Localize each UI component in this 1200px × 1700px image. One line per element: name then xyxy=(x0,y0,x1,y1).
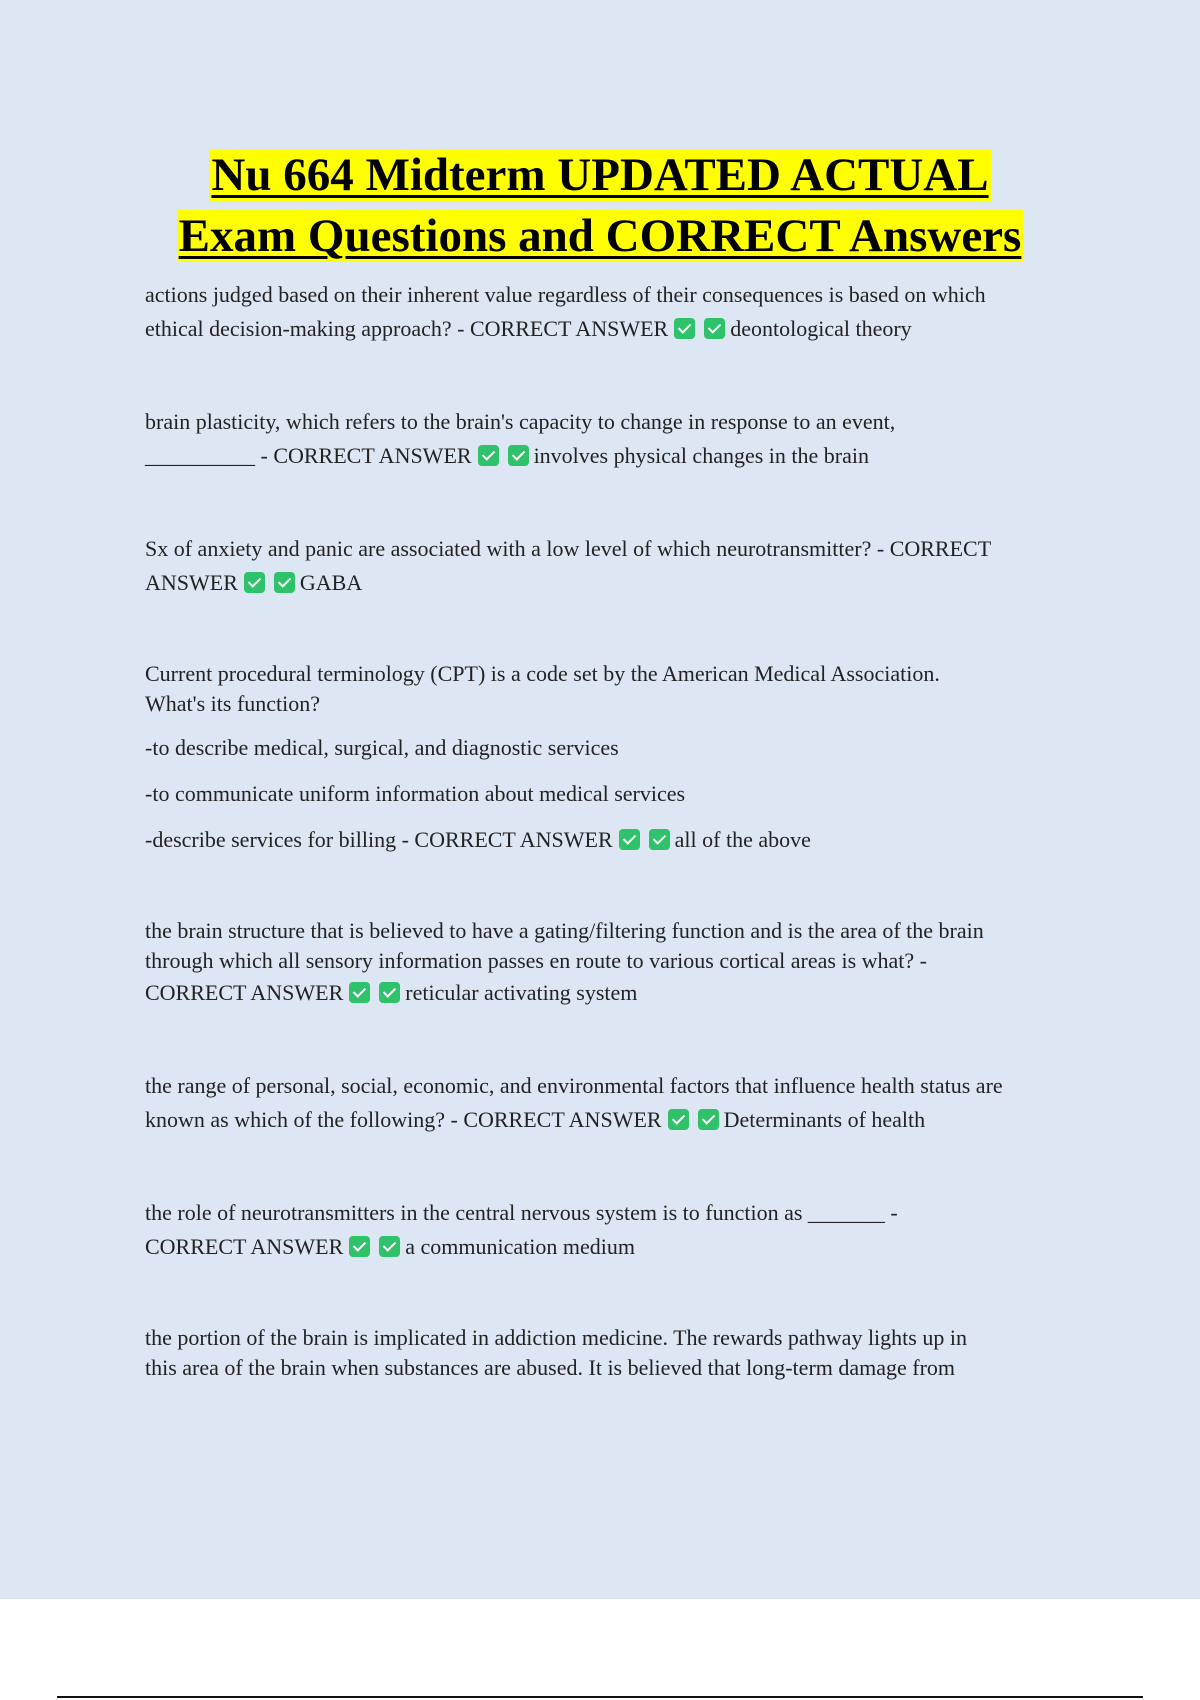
check-icon xyxy=(508,445,529,466)
option-text: -to describe medical, surgical, and diagnostic services xyxy=(145,735,619,760)
answer-text: a communication medium xyxy=(405,1234,635,1259)
question-answer-line xyxy=(145,1103,1095,1137)
question-answer-line xyxy=(145,976,1095,1010)
answer-text: involves physical changes in the brain xyxy=(533,443,869,468)
check-icon xyxy=(244,572,265,593)
qa-item-8 xyxy=(145,1323,1095,1383)
check-icon xyxy=(379,982,400,1003)
qa-item-6 xyxy=(145,1069,1095,1137)
answer-text: Determinants of health xyxy=(723,1107,926,1132)
answer-text: reticular activating system xyxy=(405,980,638,1005)
qa-item-1 xyxy=(145,278,1095,346)
qa-item-7 xyxy=(145,1196,1095,1264)
question-answer-line xyxy=(145,566,1095,600)
qa-item-4 xyxy=(145,659,1095,857)
qa-item-3 xyxy=(145,532,1095,600)
answer-text: all of the above xyxy=(674,827,811,852)
question-answer-line xyxy=(145,1230,1095,1264)
question-answer-line xyxy=(145,823,1095,857)
question-text: known as which of the following? - CORRECT ANSWER xyxy=(145,1107,662,1132)
title-line-2: Exam Questions and CORRECT Answers xyxy=(178,210,1022,262)
check-icon xyxy=(698,1109,719,1130)
question-text: CORRECT ANSWER xyxy=(145,980,344,1005)
answer-text: GABA xyxy=(299,570,363,595)
check-icon xyxy=(478,445,499,466)
question-text: actions judged based on their inherent value regardless of their consequences is based on which xyxy=(145,282,986,307)
question-text: Current procedural terminology (CPT) is a code set by the American Medical Association. xyxy=(145,661,940,686)
question-text: ethical decision-making approach? - CORRECT ANSWER xyxy=(145,316,669,341)
question-text: this area of the brain when substances are abused. It is believed that long-term damage from xyxy=(145,1355,956,1380)
check-icon xyxy=(649,829,670,850)
question-text: through which all sensory information passes en route to various cortical areas is what? - xyxy=(145,948,927,973)
question-text: the brain structure that is believed to have a gating/filtering function and is the area of the brain xyxy=(145,918,984,943)
check-icon xyxy=(668,1109,689,1130)
check-icon xyxy=(379,1236,400,1257)
qa-item-2 xyxy=(145,405,1095,473)
question-text: the role of neurotransmitters in the central nervous system is to function as _______ - xyxy=(145,1200,898,1225)
question-text: __________ - CORRECT ANSWER xyxy=(145,443,472,468)
check-icon xyxy=(349,982,370,1003)
page-divider xyxy=(57,1696,1143,1698)
option-text: -describe services for billing - CORRECT ANSWER xyxy=(145,827,613,852)
question-text: ANSWER xyxy=(145,570,238,595)
question-text: What's its function? xyxy=(145,691,321,716)
qa-item-5 xyxy=(145,916,1095,1010)
option-text: -to communicate uniform information about medical services xyxy=(145,781,686,806)
title-line-1: Nu 664 Midterm UPDATED ACTUAL xyxy=(211,149,989,201)
question-answer-line xyxy=(145,312,1095,346)
check-icon xyxy=(349,1236,370,1257)
qa-list xyxy=(145,278,1095,1383)
question-text: the portion of the brain is implicated in addiction medicine. The rewards pathway lights up in xyxy=(145,1325,967,1350)
check-icon xyxy=(274,572,295,593)
question-text: CORRECT ANSWER xyxy=(145,1234,344,1259)
question-text: the range of personal, social, economic, and environmental factors that influence health status are xyxy=(145,1073,1003,1098)
check-icon xyxy=(704,318,725,339)
question-text: brain plasticity, which refers to the brain's capacity to change in response to an event, xyxy=(145,409,896,434)
check-icon xyxy=(674,318,695,339)
question-answer-line xyxy=(145,439,1095,473)
answer-text: deontological theory xyxy=(730,316,912,341)
check-icon xyxy=(619,829,640,850)
document-title xyxy=(0,145,1200,267)
question-text: Sx of anxiety and panic are associated with a low level of which neurotransmitter? - CORRECT xyxy=(145,536,992,561)
